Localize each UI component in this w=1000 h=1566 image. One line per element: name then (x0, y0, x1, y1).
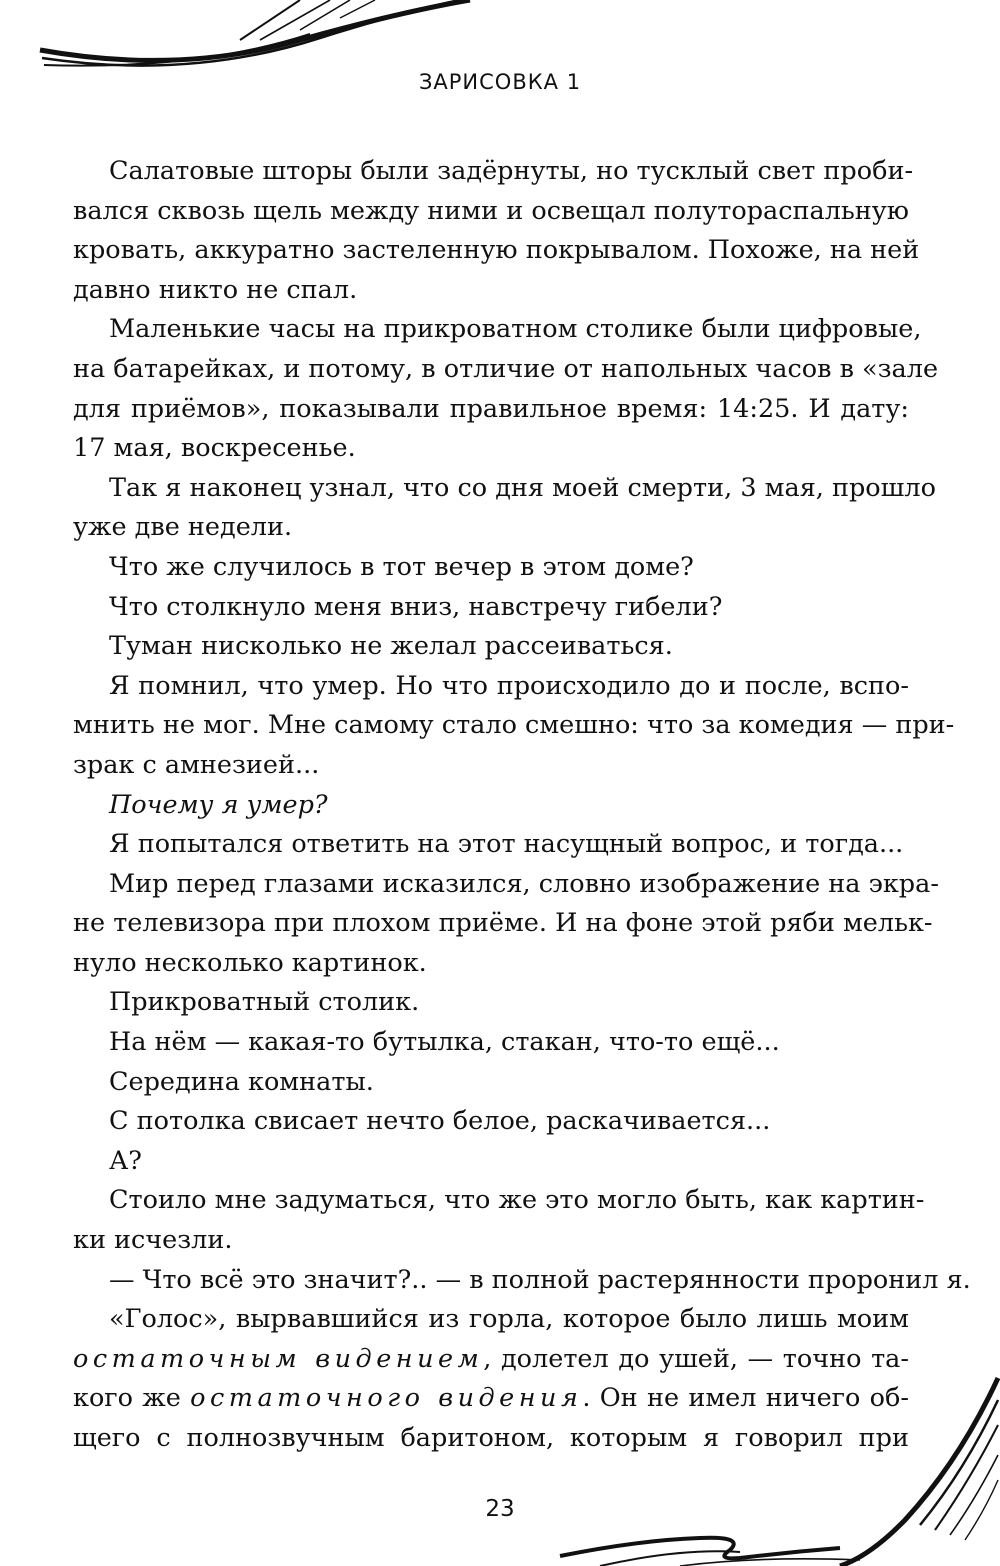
text-line: мнить не мог. Мне самому стало смешно: что за комедия — при- (73, 710, 955, 741)
text-fragment: . Он не имел ничего об- (582, 1383, 910, 1414)
text-line: Маленькие часы на прикроватном столике были цифровые, (109, 314, 922, 345)
text-line: Мир перед глазами исказился, словно изображение на экра- (109, 868, 939, 899)
text-line: Стоило мне задуматься, что же это могло быть, как картин- (109, 1185, 925, 1216)
text-line: Я попытался ответить на этот насущный вопрос, и тогда... (109, 829, 904, 860)
text-line: кровать, аккуратно застеленную покрывалом. Похоже, на ней (73, 235, 920, 266)
text-line: А? (109, 1145, 142, 1176)
text-line-with-spaced-emphasis (73, 1379, 909, 1419)
text-line: ки исчезли. (73, 1225, 233, 1256)
text-line: уже две недели. (73, 512, 293, 543)
spaced-italic-emphasis: остаточного видения (190, 1383, 583, 1414)
text-line: зрак с амнезией... (73, 749, 320, 780)
text-line: щего с полнозвучным баритоном, которым я говорил при (73, 1423, 909, 1453)
text-line: нуло несколько картинок. (73, 947, 427, 978)
text-line: Что же случилось в тот вечер в этом доме? (109, 551, 694, 582)
text-line: Что столкнуло меня вниз, навстречу гибели? (109, 591, 723, 622)
text-line: Так я наконец узнал, что со дня моей смерти, 3 мая, прошло (109, 472, 936, 503)
text-line: 17 мая, воскресенье. (73, 433, 356, 464)
text-line: С потолка свисает нечто белое, раскачивается... (109, 1106, 771, 1137)
text-line: «Голос», вырвавшийся из горла, которое было лишь моим (109, 1304, 909, 1335)
text-line: — Что всё это значит?.. — в полной растерянности проронил я. (109, 1264, 971, 1295)
text-line: На нём — какая-то бутылка, стакан, что-то ещё... (109, 1027, 780, 1058)
italic-text-line: Почему я умер? (109, 789, 328, 820)
spaced-italic-emphasis: остаточным видением (73, 1343, 484, 1374)
text-line: не телевизора при плохом приёме. И на фоне этой ряби мельк- (73, 908, 933, 939)
text-line: Туман нисколько не желал рассеиваться. (109, 631, 673, 662)
text-line: вался сквозь щель между ними и освещал полутораспальную (73, 195, 909, 226)
body-text (73, 152, 971, 1459)
page-number: 23 (485, 1496, 515, 1522)
text-fragment: кого же (73, 1383, 191, 1414)
text-fragment: , долетел до ушей, — точно та- (483, 1343, 909, 1374)
text-line: Прикроватный столик. (109, 987, 420, 1018)
text-line-with-spaced-emphasis (73, 1340, 909, 1380)
text-line: Я помнил, что умер. Но что происходило до и после, вспо- (109, 670, 909, 701)
text-line: давно никто не спал. (73, 274, 358, 305)
text-line: Салатовые шторы были задёрнуты, но тусклый свет проби- (109, 156, 914, 186)
text-line: на батарейках, и потому, в отличие от напольных часов в «зале (73, 353, 939, 384)
text-line: для приёмов», показывали правильное время: 14:25. И дату: (73, 393, 909, 424)
text-line: Середина комнаты. (109, 1066, 374, 1097)
running-header: ЗАРИСОВКА 1 (418, 70, 582, 94)
